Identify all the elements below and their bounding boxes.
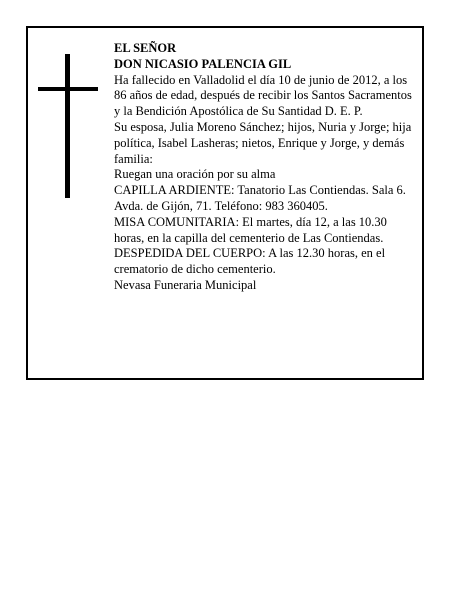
deceased-name: DON NICASIO PALENCIA GIL: [114, 56, 292, 71]
cross-horizontal-bar: [38, 87, 98, 91]
cross-icon: [38, 54, 98, 198]
obituary-notice: [26, 26, 424, 380]
family-list: Su esposa, Julia Moreno Sánchez; hijos, Nuria y Jorge; hija política, Isabel Lasheras; nietos, Enrique y Jorge, y demás familia:: [114, 119, 412, 166]
cross-vertical-bar: [65, 54, 70, 198]
chapel-info: CAPILLA ARDIENTE: Tanatorio Las Contiendas. Sala 6. Avda. de Gijón, 71. Teléfono: 983 360405.: [114, 183, 406, 213]
title-line-1: EL SEÑOR: [114, 41, 177, 55]
death-announcement: Ha fallecido en Valladolid el día 10 de junio de 2012, a los 86 años de edad, después de recibir los Santos Sacramentos y la Bendición Apostólica de Su Santidad D. E. P.: [114, 72, 412, 119]
prayer-request: Ruegan una oración por su alma: [114, 167, 276, 182]
notice-text: [114, 41, 420, 294]
funeral-home: Nevasa Funeraria Municipal: [114, 277, 257, 292]
farewell-info: DESPEDIDA DEL CUERPO: A las 12.30 horas, en el crematorio de dicho cementerio.: [114, 246, 386, 277]
mass-info: MISA COMUNITARIA: El martes, día 12, a las 10.30 horas, en la capilla del cementerio de Las Contiendas.: [114, 214, 387, 245]
